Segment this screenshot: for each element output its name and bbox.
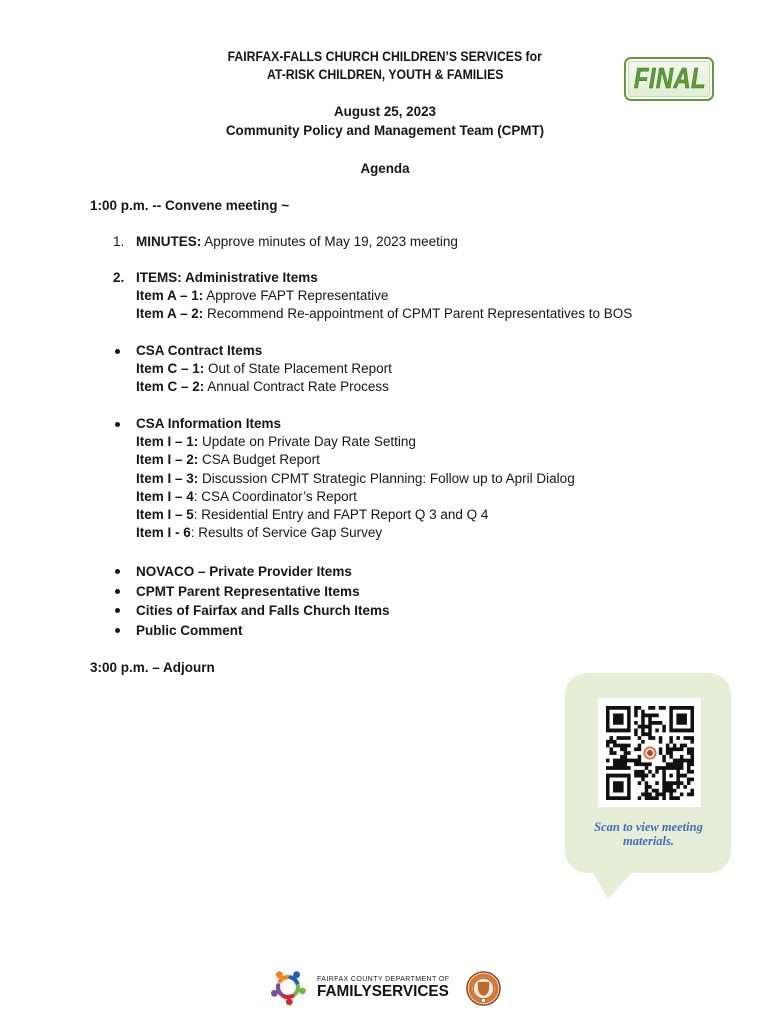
item-label: Item C – 1:: [136, 361, 205, 377]
administrative-items-section: [113, 269, 633, 324]
item-text: Public Comment: [136, 622, 243, 638]
item-label: Item I – 4: [136, 488, 194, 504]
bullet-icon: [115, 628, 120, 633]
document-title: Agenda: [360, 161, 410, 176]
bullet-icon: [115, 349, 120, 354]
item-label: Item I – 1:: [136, 434, 199, 450]
agenda-item-i3: [136, 470, 575, 488]
department-name-family: FAMILY: [317, 983, 372, 1000]
item-text: CSA Budget Report: [198, 452, 320, 468]
org-name-line-2-text: AT-RISK CHILDREN, YOUTH & FAMILIES: [266, 67, 504, 82]
agenda-item-i2: [136, 451, 575, 469]
qr-center-seal-icon: [642, 745, 658, 761]
item-label: Item I – 2:: [136, 452, 199, 468]
final-status-badge: [624, 57, 714, 101]
information-items-section: [136, 415, 575, 542]
minutes-label: MINUTES:: [136, 234, 202, 249]
item-text: Recommend Re-appointment of CPMT Parent Representatives to BOS: [203, 306, 633, 322]
family-services-logo-icon: [268, 966, 308, 1008]
item-label: Item A – 1:: [136, 288, 204, 304]
contract-heading: [136, 342, 392, 360]
agenda-item-cities: [136, 601, 390, 621]
item-text: NOVACO – Private Provider Items: [136, 564, 352, 579]
qr-code-card: [598, 698, 701, 807]
information-heading: [136, 415, 575, 433]
contract-heading-text: CSA Contract Items: [136, 343, 263, 358]
convene-time: 1:00 p.m. -- Convene meeting ~: [90, 198, 290, 213]
agenda-item-minutes: [113, 233, 458, 251]
status-badge-label: FINAL: [633, 63, 706, 95]
item-number: 2.: [113, 270, 125, 285]
item-text: Cities of Fairfax and Falls Church Items: [136, 603, 390, 619]
item-text: : Results of Service Gap Survey: [190, 525, 383, 541]
meeting-date: August 25, 2023: [334, 104, 436, 119]
agenda-item-i1: [136, 433, 575, 451]
county-seal-icon: [466, 971, 501, 1006]
agenda-item-parent-representative: [136, 582, 390, 602]
agenda-item-i4: [136, 488, 575, 506]
item-text: Update on Private Day Rate Setting: [198, 434, 416, 450]
agenda-item-a1: [136, 287, 632, 305]
item-text: : Residential Entry and FAPT Report Q 3 and Q 4: [193, 506, 489, 522]
department-name: [317, 984, 449, 1000]
item-label: Item I – 3:: [136, 470, 199, 486]
org-name-line-1-text: FAIRFAX-FALLS CHURCH CHILDREN’S SERVICES for: [227, 49, 543, 64]
agenda-item-i6: [136, 524, 575, 542]
agenda-item-a2: [136, 305, 632, 323]
bullet-icon: [115, 589, 120, 594]
department-name-services: SERVICES: [371, 983, 449, 1000]
agenda-item-c1: [136, 360, 392, 378]
agenda-item-i5: [136, 506, 575, 524]
item-text: : CSA Coordinator’s Report: [193, 488, 357, 504]
agenda-item-public-comment: [136, 621, 390, 641]
item-label: Item A – 2:: [136, 306, 204, 322]
agenda-item-c2: [136, 378, 392, 396]
item-label: Item I - 6: [136, 525, 191, 541]
contract-items-section: [136, 342, 392, 397]
administrative-heading: [113, 269, 632, 287]
department-line: FAIRFAX COUNTY DEPARTMENT OF: [317, 976, 450, 983]
qr-caption: Scan to view meeting materials.: [594, 820, 703, 848]
item-text: Discussion CPMT Strategic Planning: Follow up to April Dialog: [198, 470, 575, 486]
item-text: Out of State Placement Report: [204, 361, 392, 377]
bullet-icon: [115, 608, 120, 613]
committee-name: Community Policy and Management Team (CPMT): [225, 123, 545, 138]
adjourn-time: 3:00 p.m. – Adjourn: [90, 660, 215, 675]
administrative-heading-text: ITEMS: Administrative Items: [136, 270, 318, 285]
item-text: CPMT Parent Representative Items: [136, 583, 360, 599]
item-number: 1.: [113, 234, 125, 249]
minutes-text: Approve minutes of May 19, 2023 meeting: [201, 234, 458, 249]
bullet-icon: [115, 569, 120, 574]
other-items-section: [136, 562, 390, 640]
bullet-icon: [115, 422, 120, 427]
information-heading-text: CSA Information Items: [136, 416, 282, 431]
item-label: Item C – 2:: [136, 379, 205, 395]
item-label: Item I – 5: [136, 506, 194, 522]
item-text: Approve FAPT Representative: [203, 288, 389, 304]
item-text: Annual Contract Rate Process: [204, 379, 389, 395]
agenda-item-novaco: [136, 562, 390, 582]
